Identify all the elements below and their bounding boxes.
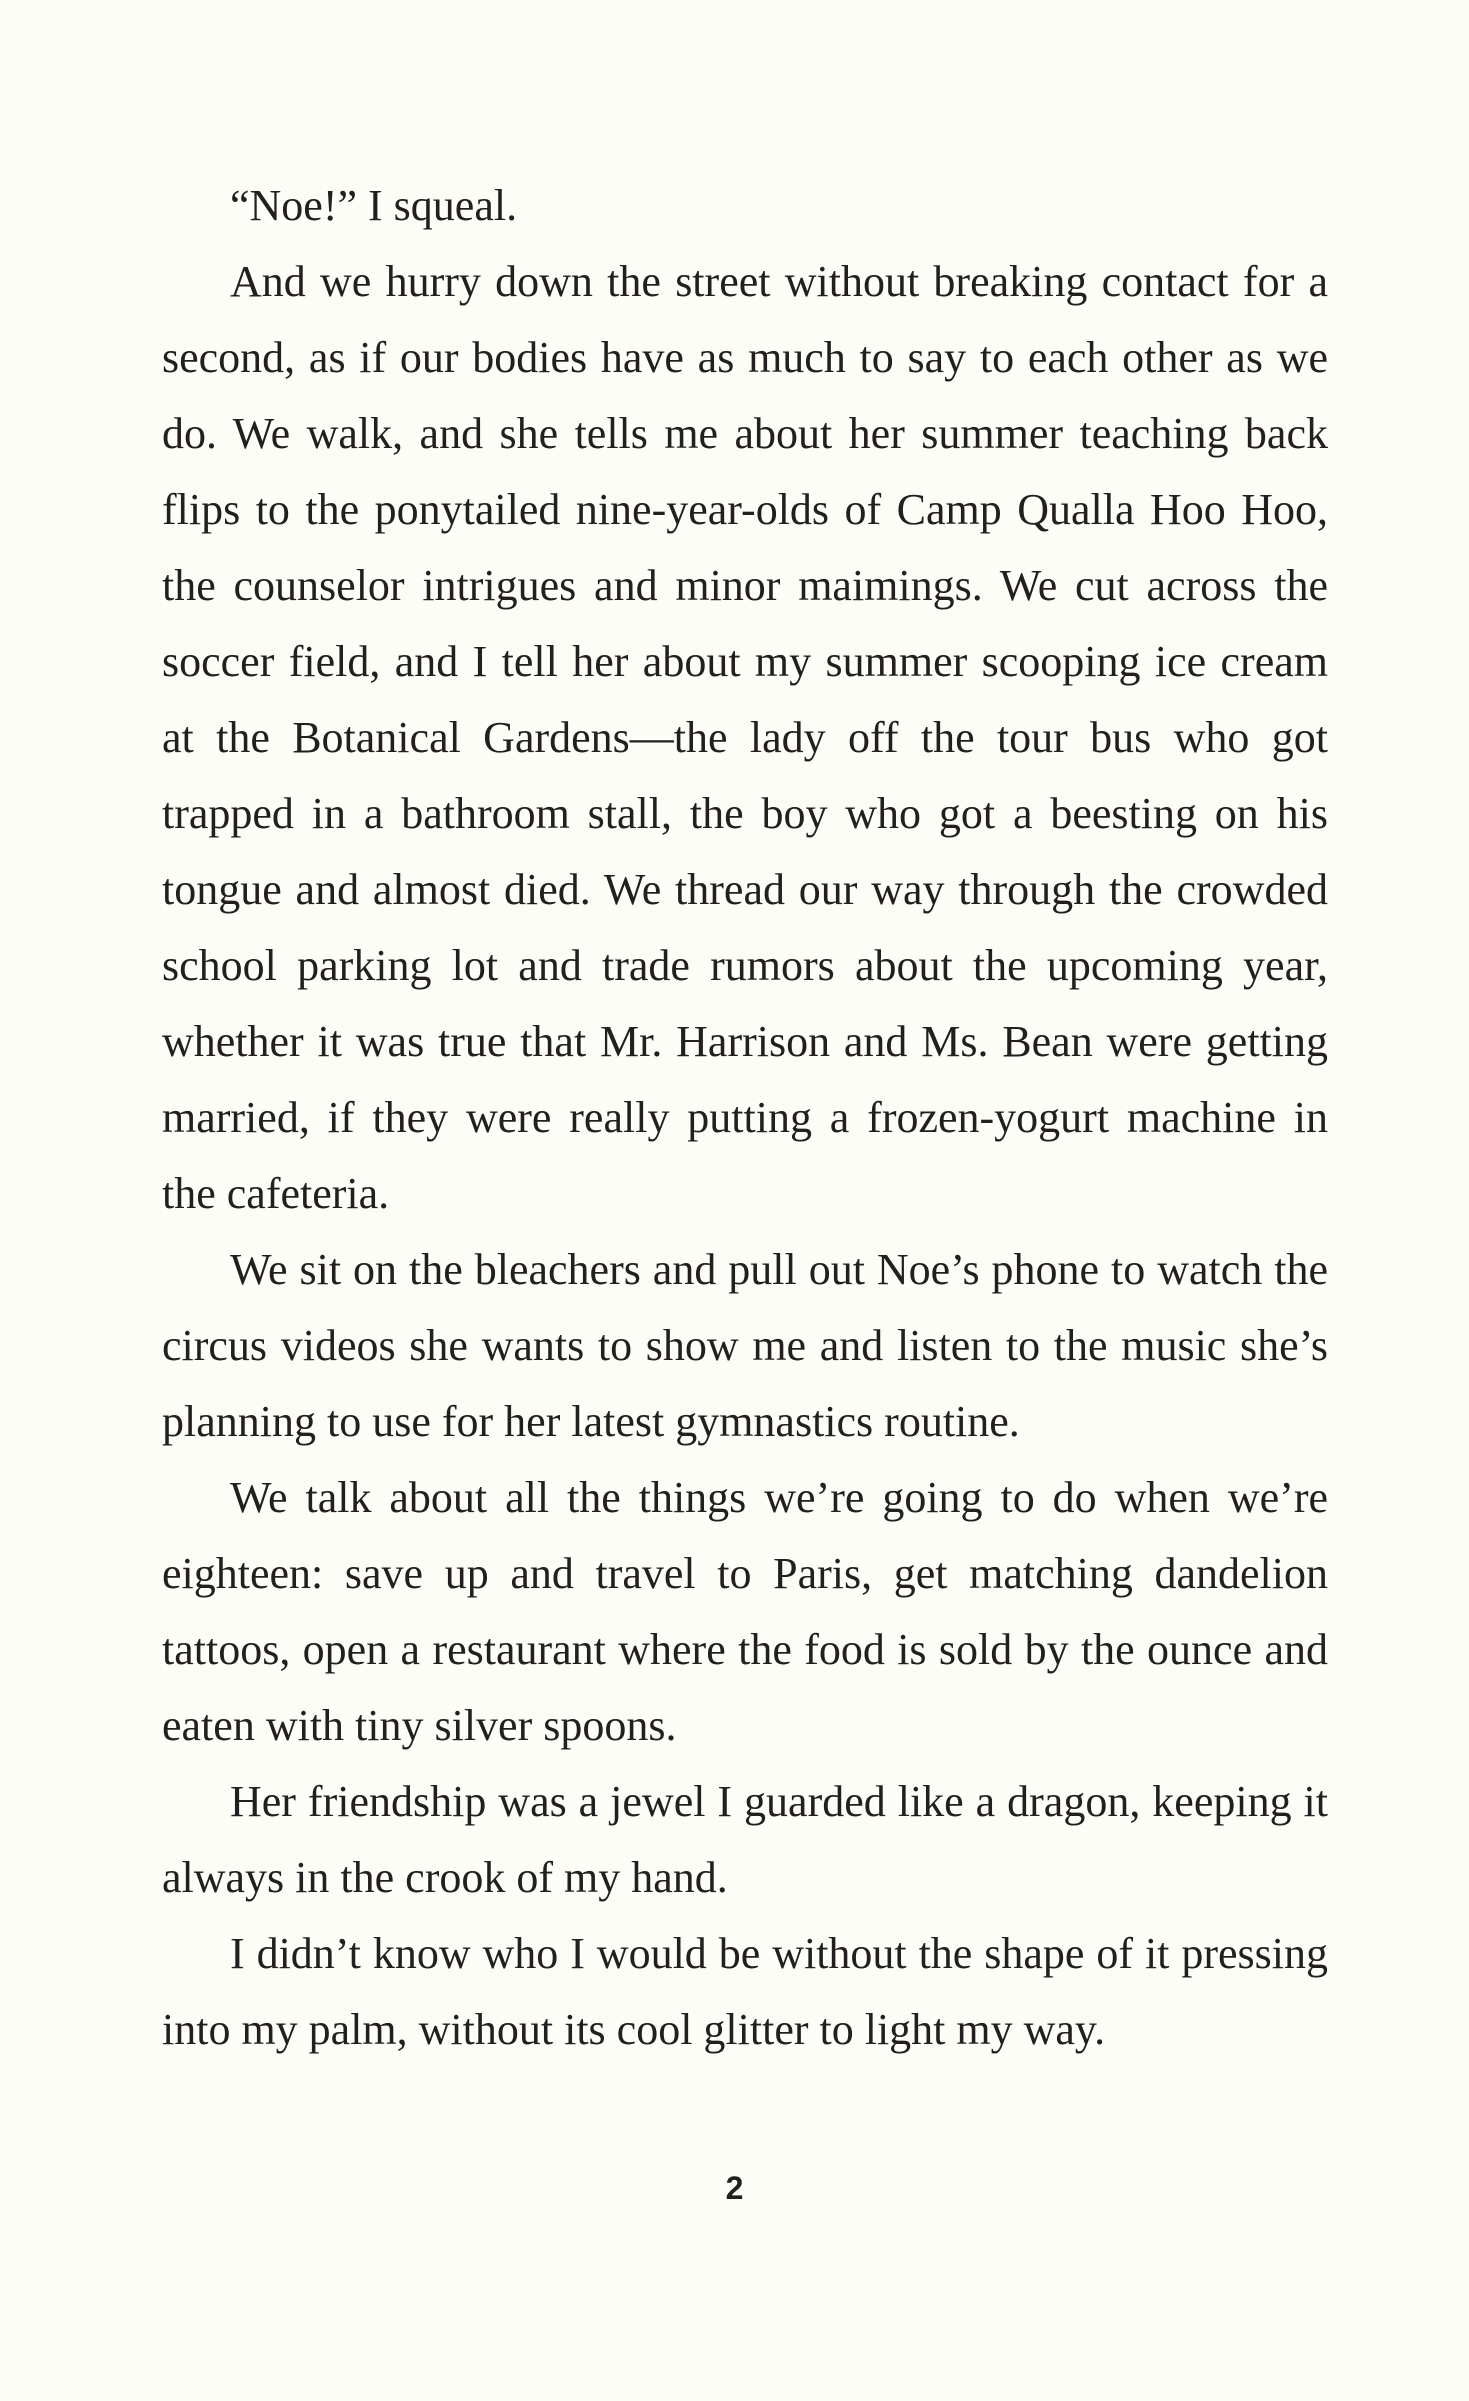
paragraph-6: I didn’t know who I would be without the shape of it pressing into my palm, without its cool glitter to light my way. — [162, 1929, 1328, 2054]
page-body — [162, 168, 1328, 2068]
paragraph-1: “Noe!” I squeal. — [230, 181, 518, 230]
paragraph-2: And we hurry down the street without breaking contact for a second, as if our bodies have as much to say to each other as we do. We walk, and she tells me about her summer teaching back flips to the ponytailed nine-year-olds of Camp Qualla Hoo Hoo, the counselor intrigues and minor maimings. We cut across the soccer field, and I tell her about my summer scooping ice cream at the Botanical Gardens—the lady off the tour bus who got trapped in a bathroom stall, the boy who got a beesting on his tongue and almost died. We thread our way through the crowded school parking lot and trade rumors about the upcoming year, whether it was true that Mr. Harrison and Ms. Bean were getting married, if they were really putting a frozen-yogurt machine in the cafeteria. — [162, 257, 1328, 1218]
page-number: 2 — [725, 2170, 744, 2206]
paragraph-4: We talk about all the things we’re going to do when we’re eighteen: save up and travel to Paris, get matching dandelion tattoos, open a restaurant where the food is sold by the ounce and eaten with tiny silver spoons. — [162, 1473, 1328, 1750]
paragraph-3: We sit on the bleachers and pull out Noe’s phone to watch the circus videos she wants to show me and listen to the music she’s planning to use for her latest gymnastics routine. — [162, 1245, 1328, 1446]
paragraph-5: Her friendship was a jewel I guarded like a dragon, keeping it always in the crook of my hand. — [162, 1777, 1328, 1902]
